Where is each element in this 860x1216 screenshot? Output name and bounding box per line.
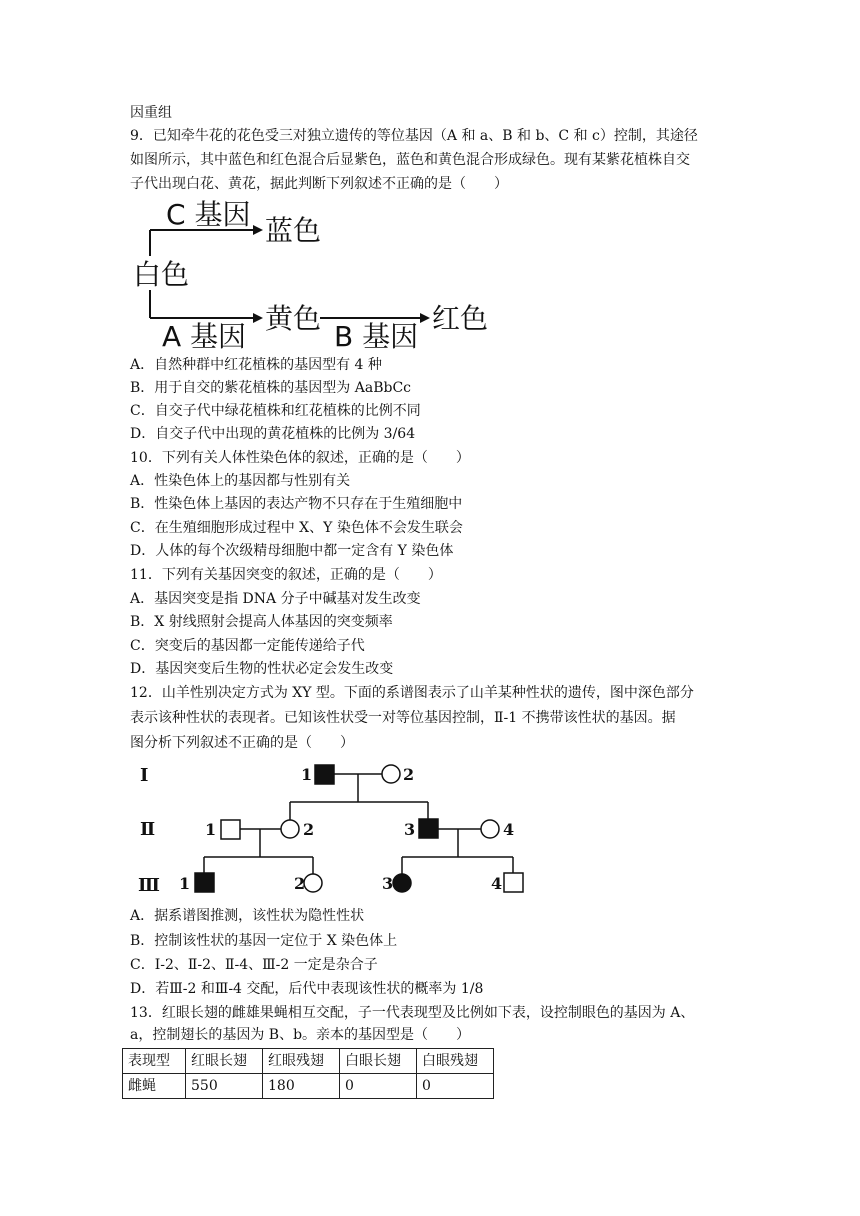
label-i1: 1 bbox=[301, 765, 313, 784]
table-cell: 雌蝇 bbox=[123, 1074, 186, 1099]
c-gene-label: C 基因 bbox=[166, 198, 251, 231]
table-cell: 550 bbox=[186, 1074, 263, 1099]
q10-option-d: D．人体的每个次级精母细胞中都一定含有 Y 染色体 bbox=[130, 543, 454, 559]
generation-2-label: Ⅱ bbox=[140, 819, 156, 840]
q11-stem: 11．下列有关基因突变的叙述，正确的是（ ） bbox=[130, 567, 442, 583]
yellow-label: 黄色 bbox=[265, 302, 322, 335]
pedigree-i2-normal-female bbox=[382, 765, 400, 783]
q11-option-d: D．基因突变后生物的性状必定会发生改变 bbox=[130, 661, 394, 677]
header-fragment: 因重组 bbox=[130, 105, 172, 121]
table-header-cell: 红眼残翅 bbox=[263, 1049, 340, 1074]
q12-option-d: D．若Ⅲ-2 和Ⅲ-4 交配，后代中表现该性状的概率为 1/8 bbox=[130, 981, 484, 997]
table-cell: 0 bbox=[340, 1074, 417, 1099]
q9-option-a: A．自然种群中红花植株的基因型有 4 种 bbox=[130, 357, 382, 373]
q9-option-d: D．自交子代中出现的黄花植株的比例为 3/64 bbox=[130, 426, 416, 442]
pedigree-iii2-normal-female bbox=[304, 874, 322, 892]
label-iii2: 2 bbox=[294, 874, 306, 893]
generation-3-label: Ⅲ bbox=[138, 875, 160, 896]
table-header-cell: 白眼长翅 bbox=[340, 1049, 417, 1074]
label-ii3: 3 bbox=[404, 820, 416, 839]
phenotype-table bbox=[122, 1048, 494, 1099]
white-start-label: 白色 bbox=[133, 258, 190, 291]
q9-stem-line-1: 9．已知牵牛花的花色受三对独立遗传的等位基因（A 和 a、B 和 b、C 和 c）控制，其途径 bbox=[130, 128, 698, 144]
flower-color-pathway-diagram bbox=[130, 198, 500, 350]
table-cell: 180 bbox=[263, 1074, 340, 1099]
pedigree-iii3-affected-female bbox=[393, 874, 411, 892]
q10-option-b: B．性染色体上基因的表达产物不只存在于生殖细胞中 bbox=[130, 496, 463, 512]
pedigree-chart bbox=[130, 757, 530, 903]
pedigree-ii1-normal-male bbox=[221, 820, 240, 839]
table-header-cell: 红眼长翅 bbox=[186, 1049, 263, 1074]
q9-option-c: C．自交子代中绿花植株和红花植株的比例不同 bbox=[130, 403, 421, 419]
pedigree-iii1-affected-male bbox=[195, 873, 214, 892]
label-i2: 2 bbox=[403, 765, 415, 784]
label-iii1: 1 bbox=[179, 874, 191, 893]
label-ii2: 2 bbox=[303, 820, 315, 839]
blue-label: 蓝色 bbox=[265, 214, 322, 247]
q10-stem: 10．下列有关人体性染色体的叙述，正确的是（ ） bbox=[130, 450, 470, 466]
a-gene-label: A 基因 bbox=[162, 320, 247, 350]
q9-option-b: B．用于自交的紫花植株的基因型为 AaBbCc bbox=[130, 380, 411, 396]
q12-option-c: C．Ⅰ-2、Ⅱ-2、Ⅱ-4、Ⅲ-2 一定是杂合子 bbox=[130, 957, 378, 973]
pedigree-ii3-affected-male bbox=[419, 819, 438, 838]
table-header-cell: 表现型 bbox=[123, 1049, 186, 1074]
q12-stem-line-1: 12．山羊性别决定方式为 XY 型。下面的系谱图表示了山羊某种性状的遗传，图中深色部分 bbox=[130, 685, 694, 701]
arrow-head-c bbox=[253, 225, 263, 235]
b-gene-label: B 基因 bbox=[334, 320, 419, 350]
table-row bbox=[123, 1074, 494, 1099]
q12-option-a: A．据系谱图推测，该性状为隐性性状 bbox=[130, 908, 365, 924]
pedigree-i1-affected-male bbox=[315, 765, 334, 784]
label-ii1: 1 bbox=[205, 820, 217, 839]
table-cell: 0 bbox=[417, 1074, 494, 1099]
q11-option-c: C．突变后的基因都一定能传递给子代 bbox=[130, 638, 365, 654]
table-header-row bbox=[123, 1049, 494, 1074]
q9-stem-line-2: 如图所示，其中蓝色和红色混合后显紫色，蓝色和黄色混合形成绿色。现有某紫花植株自交 bbox=[130, 152, 690, 168]
pedigree-ii4-normal-female bbox=[481, 820, 499, 838]
table-header-cell: 白眼残翅 bbox=[417, 1049, 494, 1074]
q11-option-a: A．基因突变是指 DNA 分子中碱基对发生改变 bbox=[130, 591, 421, 607]
q13-stem-line-1: 13．红眼长翅的雌雄果蝇相互交配，子一代表现型及比例如下表，设控制眼色的基因为 A、 bbox=[130, 1005, 695, 1021]
q12-stem-line-2: 表示该种性状的表现者。已知该性状受一对等位基因控制，Ⅱ-1 不携带该性状的基因。据 bbox=[130, 710, 676, 726]
label-ii4: 4 bbox=[503, 820, 515, 839]
q11-option-b: B．X 射线照射会提高人体基因的突变频率 bbox=[130, 614, 393, 630]
label-iii4: 4 bbox=[491, 874, 503, 893]
pedigree-iii4-normal-male bbox=[504, 873, 523, 892]
arrow-head-a bbox=[253, 313, 263, 323]
arrow-head-b bbox=[420, 313, 430, 323]
q9-stem-line-3: 子代出现白花、黄花，据此判断下列叙述不正确的是（ ） bbox=[130, 176, 508, 192]
red-label: 红色 bbox=[432, 302, 489, 335]
q13-stem-line-2: a，控制翅长的基因为 B、b。亲本的基因型是（ ） bbox=[130, 1027, 471, 1043]
q12-option-b: B．控制该性状的基因一定位于 X 染色体上 bbox=[130, 933, 398, 949]
generation-1-label: Ⅰ bbox=[140, 765, 149, 786]
q10-option-a: A．性染色体上的基因都与性别有关 bbox=[130, 473, 351, 489]
q12-stem-line-3: 图分析下列叙述不正确的是（ ） bbox=[130, 735, 354, 751]
label-iii3: 3 bbox=[382, 874, 394, 893]
pedigree-ii2-normal-female bbox=[281, 820, 299, 838]
q10-option-c: C．在生殖细胞形成过程中 X、Y 染色体不会发生联会 bbox=[130, 520, 463, 536]
